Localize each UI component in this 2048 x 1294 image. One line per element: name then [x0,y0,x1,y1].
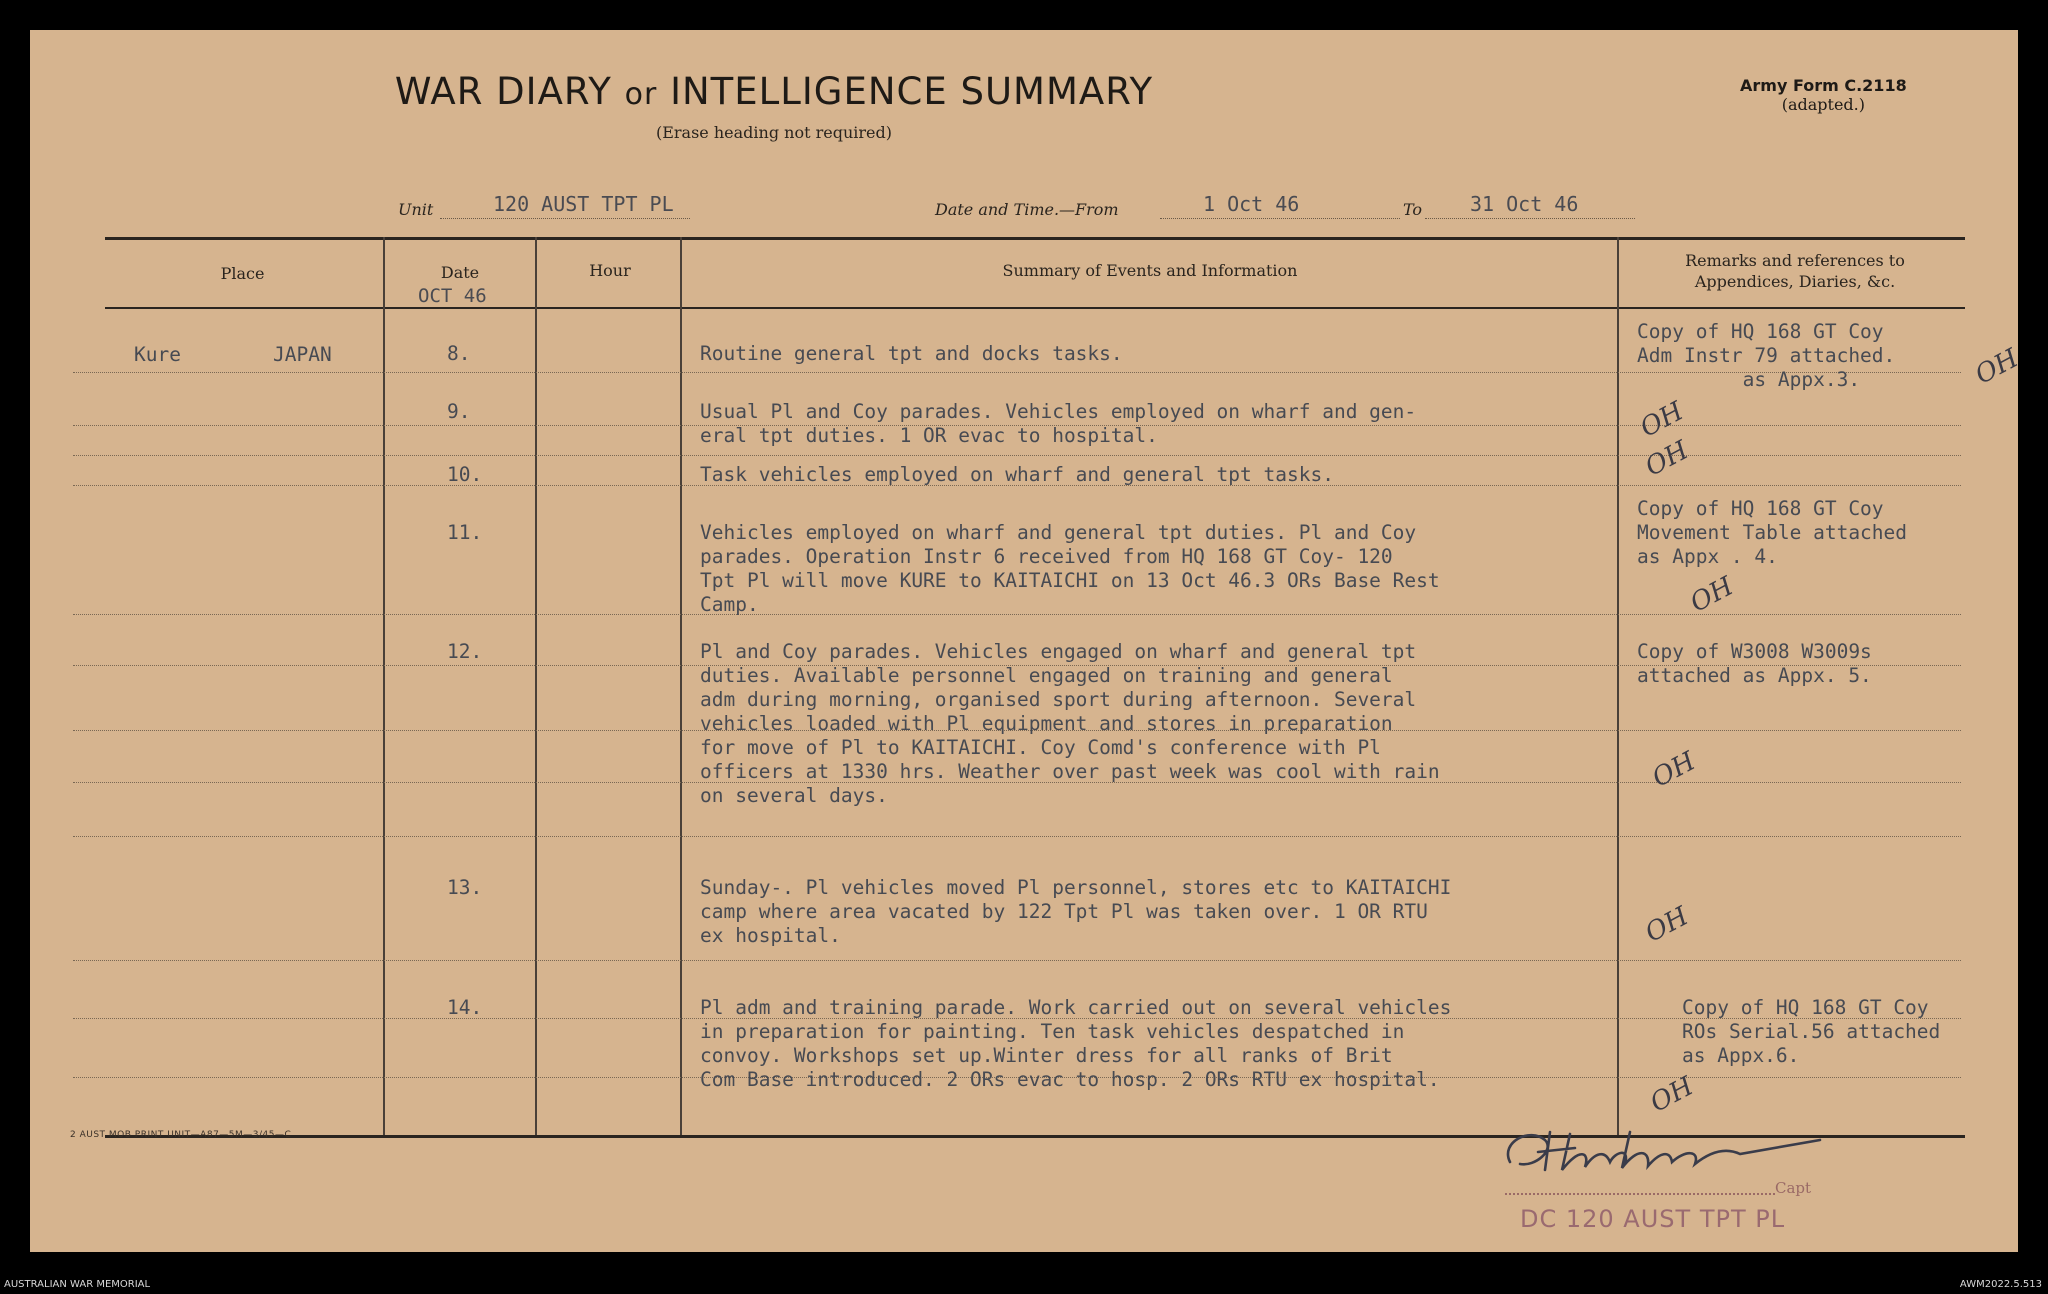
place-country: JAPAN [273,343,332,366]
entry-summary-line: convoy. Workshops set up.Winter dress for all ranks of Brit [700,1044,1393,1067]
summary-column-header: Summary of Events and Information [1002,261,1298,280]
entry-summary-line: Camp. [700,593,759,616]
entry-summary-line: Pl and Coy parades. Vehicles engaged on wharf and general tpt [700,640,1417,663]
entry-summary-line: duties. Available personnel engaged on training and general [700,664,1393,687]
date-column-month: OCT 46 [418,285,487,307]
entry-remarks-line: Copy of W3008 W3009s [1637,640,1872,663]
entry-summary-line: eral tpt duties. 1 OR evac to hospital. [700,424,1158,447]
unit-value: 120 AUST TPT PL [493,192,674,216]
entry-remarks-line: Copy of HQ 168 GT Coy [1682,996,1929,1019]
initials-mark: OH [1647,746,1701,794]
signature-dotline [1505,1193,1775,1195]
entry-summary-line: Sunday-. Pl vehicles moved Pl personnel, stores etc to KAITAICHI [700,876,1452,899]
archive-reference: AWM2022.5.513 [1959,1279,2042,1290]
entry-remarks-line: Copy of HQ 168 GT Coy [1637,320,1884,343]
entry-summary-line: adm during morning, organised sport during afternoon. Several [700,688,1417,711]
entry-remarks-line: Movement Table attached [1637,521,1908,544]
entry-date: 13. [447,876,483,899]
entry-remarks-line: as Appx.3. [1637,368,1861,391]
to-label: To [1403,200,1423,219]
entry-remarks-line: as Appx.6. [1682,1044,1800,1067]
from-value: 1 Oct 46 [1203,192,1300,216]
entry-date: 14. [447,996,483,1019]
army-form-number: Army Form C.2118 (adapted.) [1740,76,1907,114]
entry-summary-line: Com Base introduced. 2 ORs evac to hosp. 2 ORs RTU ex hospital. [700,1068,1440,1091]
page-title: WAR DIARY or INTELLIGENCE SUMMARY [394,70,1154,113]
entry-remarks-line: Adm Instr 79 attached. [1637,344,1896,367]
initials-mark: OH [1640,901,1694,949]
entry-summary-line: ex hospital. [700,924,841,947]
remarks-column-header: Remarks and references to Appendices, Diaries, &c. [1685,251,1905,291]
entry-date: 9. [447,400,471,423]
signature [1490,1122,1830,1182]
initials-mark: OH [1970,343,2024,391]
entry-summary-line: officers at 1330 hrs. Weather over past week was cool with rain [700,760,1440,783]
entry-date: 12. [447,640,483,663]
entry-remarks-line: as Appx . 4. [1637,545,1778,568]
hour-column-header: Hour [589,261,631,280]
entry-summary-line: Pl adm and training parade. Work carried out on several vehicles [700,996,1452,1019]
initials-mark: OH [1640,435,1694,483]
entry-summary-line: for move of Pl to KAITAICHI. Coy Comd's conference with Pl [700,736,1381,759]
entry-summary-line: Usual Pl and Coy parades. Vehicles employed on wharf and gen- [700,400,1417,423]
from-dotline [1160,218,1400,219]
page-subtitle: (Erase heading not required) [655,123,892,142]
entry-summary-line: on several days. [700,784,888,807]
entry-date: 11. [447,521,483,544]
entry-summary-line: camp where area vacated by 122 Tpt Pl was taken over. 1 OR RTU [700,900,1428,923]
signature-rank: Capt [1775,1179,1812,1197]
entry-summary-line: Vehicles employed on wharf and general tpt duties. Pl and Coy [700,521,1417,544]
entry-summary-line: in preparation for painting. Ten task vehicles despatched in [700,1020,1405,1043]
place-column-header: Place [220,264,265,283]
place-town: Kure [134,343,181,366]
unit-label: Unit [398,200,434,219]
entry-summary-line: Task vehicles employed on wharf and general tpt tasks. [700,463,1334,486]
initials-mark: OH [1645,1071,1699,1119]
to-value: 31 Oct 46 [1470,192,1579,216]
archive-credit: AUSTRALIAN WAR MEMORIAL [4,1279,151,1290]
date-column-header: Date [440,263,480,282]
unit-dotline [440,218,690,219]
entry-date: 8. [447,342,471,365]
entry-remarks-line: attached as Appx. 5. [1637,664,1872,687]
initials-mark: OH [1685,571,1739,619]
entry-date: 10. [447,463,483,486]
entry-summary-line: Routine general tpt and docks tasks. [700,342,1123,365]
entry-summary-line: Tpt Pl will move KURE to KAITAICHI on 13 Oct 46.3 ORs Base Rest [700,569,1440,592]
entry-remarks-line: ROs Serial.56 attached [1682,1020,1941,1043]
to-dotline [1425,218,1635,219]
entry-summary-line: parades. Operation Instr 6 received from HQ 168 GT Coy- 120 [700,545,1393,568]
initials-mark: OH [1635,396,1689,444]
entry-remarks-line: Copy of HQ 168 GT Coy [1637,497,1884,520]
date-time-label: Date and Time.—From [935,200,1119,219]
entry-summary-line: vehicles loaded with Pl equipment and stores in preparation [700,712,1393,735]
printer-imprint: 2 AUST MOB PRINT UNIT—A87—5M—3/45—C [70,1130,292,1140]
unit-stamp: DC 120 AUST TPT PL [1520,1205,1786,1233]
